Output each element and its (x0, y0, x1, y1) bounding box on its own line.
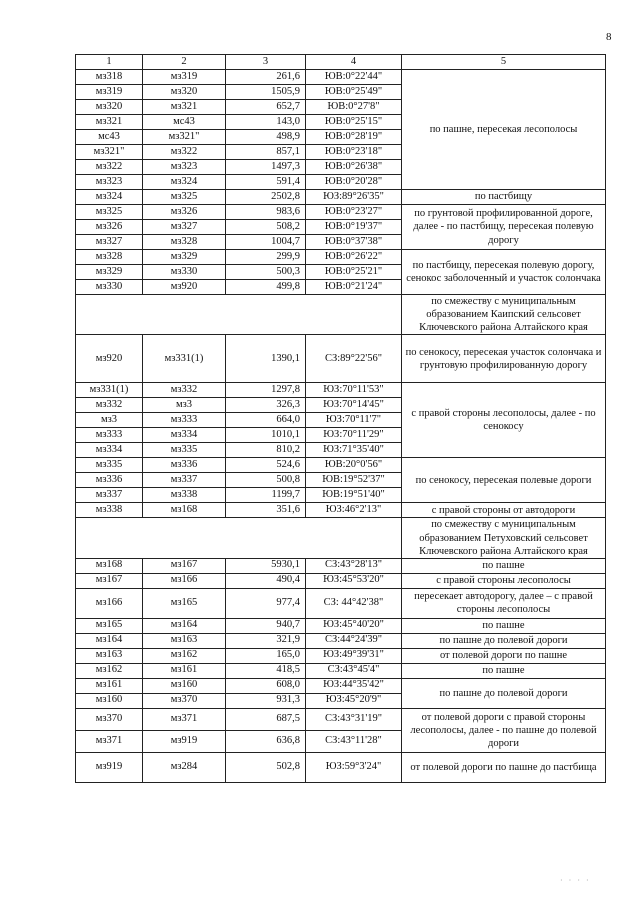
bearing: ЮВ:0°23'18" (306, 145, 402, 160)
from-point: мз162 (76, 663, 143, 678)
from-point: мз321 (76, 115, 143, 130)
bearing: ЮЗ:45°40'20" (306, 618, 402, 633)
from-point: мз370 (76, 708, 143, 730)
description: от полевой дороги по пашне (402, 648, 606, 663)
length: 321,9 (226, 633, 306, 648)
to-point: мз161 (143, 663, 226, 678)
length: 351,6 (226, 503, 306, 518)
from-point: мз330 (76, 280, 143, 295)
bearing: ЮВ:0°23'27" (306, 205, 402, 220)
bearing: СЗ:43°11'28" (306, 730, 402, 752)
from-point: мз338 (76, 503, 143, 518)
length: 143,0 (226, 115, 306, 130)
length: 418,5 (226, 663, 306, 678)
length: 652,7 (226, 100, 306, 115)
from-point: мз333 (76, 428, 143, 443)
from-point: мз331(1) (76, 383, 143, 398)
length: 326,3 (226, 398, 306, 413)
bearing: СЗ:44°24'39" (306, 633, 402, 648)
length: 261,6 (226, 70, 306, 85)
bearing: ЮВ:20°0'56" (306, 458, 402, 473)
bearing: ЮВ:0°20'28" (306, 175, 402, 190)
description: по смежеству с муниципальным образованием Петуховский сельсовет Ключевского района Алтайского края (402, 518, 606, 558)
table-row (76, 588, 606, 618)
bearing: ЮВ:0°25'49" (306, 85, 402, 100)
to-point: мз325 (143, 190, 226, 205)
from-point: мз160 (76, 693, 143, 708)
bearing: ЮЗ:70°11'29" (306, 428, 402, 443)
to-point: мз162 (143, 648, 226, 663)
to-point: мз330 (143, 265, 226, 280)
description: по пастбищу (402, 190, 606, 205)
length: 636,8 (226, 730, 306, 752)
from-point: мз336 (76, 473, 143, 488)
length: 983,6 (226, 205, 306, 220)
description: пересекает автодорогу, далее – с правой стороны лесополосы (402, 588, 606, 618)
bearing: СЗ:43°28'13" (306, 558, 402, 573)
to-point: мс43 (143, 115, 226, 130)
table-row (76, 558, 606, 573)
to-point: мз919 (143, 730, 226, 752)
from-point: мз324 (76, 190, 143, 205)
boundary-note-row (76, 295, 606, 335)
to-point: мз336 (143, 458, 226, 473)
table-row (76, 70, 606, 85)
from-point: мз920 (76, 335, 143, 383)
to-point: мз920 (143, 280, 226, 295)
description: по пашне (402, 558, 606, 573)
from-point: мз329 (76, 265, 143, 280)
from-point: мз164 (76, 633, 143, 648)
bearing: ЮЗ:44°35'42" (306, 678, 402, 693)
length: 1199,7 (226, 488, 306, 503)
bearing: ЮВ:0°25'21" (306, 265, 402, 280)
bearing: ЮЗ:89°26'35" (306, 190, 402, 205)
bearing: СЗ:89°22'56" (306, 335, 402, 383)
length: 1297,8 (226, 383, 306, 398)
bearing: ЮВ:0°26'38" (306, 160, 402, 175)
table-row (76, 205, 606, 220)
from-point: мс43 (76, 130, 143, 145)
description: по смежеству с муниципальным образованием Каипский сельсовет Ключевского района Алтайского края (402, 295, 606, 335)
to-point: мз168 (143, 503, 226, 518)
to-point: мз164 (143, 618, 226, 633)
description: по пашне (402, 618, 606, 633)
header-col-5: 5 (402, 55, 606, 70)
to-point: мз333 (143, 413, 226, 428)
description: по пашне до полевой дороги (402, 678, 606, 708)
from-point: мз167 (76, 573, 143, 588)
description: с правой стороны лесополосы (402, 573, 606, 588)
bearing: ЮВ:0°19'37" (306, 220, 402, 235)
table-row (76, 503, 606, 518)
length: 499,8 (226, 280, 306, 295)
length: 299,9 (226, 250, 306, 265)
table-row (76, 633, 606, 648)
to-point: мз319 (143, 70, 226, 85)
from-point: мз919 (76, 752, 143, 782)
to-point: мз323 (143, 160, 226, 175)
bearing: ЮВ:0°25'15" (306, 115, 402, 130)
bearing: ЮВ:19°52'37" (306, 473, 402, 488)
length: 931,3 (226, 693, 306, 708)
table-row (76, 383, 606, 398)
from-point: мз320 (76, 100, 143, 115)
bearing: ЮВ:19°51'40" (306, 488, 402, 503)
to-point: мз165 (143, 588, 226, 618)
to-point: мз370 (143, 693, 226, 708)
table-row (76, 663, 606, 678)
length: 1004,7 (226, 235, 306, 250)
length: 498,9 (226, 130, 306, 145)
from-point: мз326 (76, 220, 143, 235)
table-row (76, 250, 606, 265)
table-row (76, 678, 606, 693)
from-point: мз319 (76, 85, 143, 100)
description: по грунтовой профилированной дороге, далее - по пастбищу, пересекая полевую дорогу (402, 205, 606, 250)
length: 490,4 (226, 573, 306, 588)
from-point: мз328 (76, 250, 143, 265)
from-point: мз318 (76, 70, 143, 85)
description: по пашне до полевой дороги (402, 633, 606, 648)
to-point: мз321 (143, 100, 226, 115)
bearing: ЮВ:0°21'24" (306, 280, 402, 295)
bearing: СЗ: 44°42'38" (306, 588, 402, 618)
bearing: ЮЗ:70°11'53" (306, 383, 402, 398)
to-point: мз332 (143, 383, 226, 398)
from-point: мз322 (76, 160, 143, 175)
bearing: ЮЗ:46°2'13" (306, 503, 402, 518)
length: 500,8 (226, 473, 306, 488)
length: 608,0 (226, 678, 306, 693)
description: по пастбищу, пересекая полевую дорогу, сенокос заболоченный и участок солончака (402, 250, 606, 295)
description: с правой стороны от автодороги (402, 503, 606, 518)
length: 810,2 (226, 443, 306, 458)
length: 940,7 (226, 618, 306, 633)
to-point: мз163 (143, 633, 226, 648)
from-point: мз165 (76, 618, 143, 633)
length: 591,4 (226, 175, 306, 190)
bearing: ЮЗ:70°11'7" (306, 413, 402, 428)
bearing: ЮЗ:45°53'20" (306, 573, 402, 588)
from-point: мз371 (76, 730, 143, 752)
to-point: мз331(1) (143, 335, 226, 383)
from-point: мз161 (76, 678, 143, 693)
length: 664,0 (226, 413, 306, 428)
from-point: мз332 (76, 398, 143, 413)
table-row (76, 190, 606, 205)
length: 502,8 (226, 752, 306, 782)
bearing: СЗ:43°31'19" (306, 708, 402, 730)
to-point: мз3 (143, 398, 226, 413)
length: 1010,1 (226, 428, 306, 443)
to-point: мз329 (143, 250, 226, 265)
table-row (76, 458, 606, 473)
from-point: мз321" (76, 145, 143, 160)
bearing: СЗ:43°45'4" (306, 663, 402, 678)
length: 857,1 (226, 145, 306, 160)
to-point: мз324 (143, 175, 226, 190)
from-point: мз335 (76, 458, 143, 473)
bearing: ЮВ:0°22'44" (306, 70, 402, 85)
description: от полевой дороги по пашне до пастбища (402, 752, 606, 782)
table-row (76, 708, 606, 730)
from-point: мз334 (76, 443, 143, 458)
header-col-1: 1 (76, 55, 143, 70)
footer-mark: · · · · (560, 876, 591, 885)
to-point: мз160 (143, 678, 226, 693)
to-point: мз371 (143, 708, 226, 730)
empty-cell (76, 518, 402, 558)
from-point: мз327 (76, 235, 143, 250)
header-col-4: 4 (306, 55, 402, 70)
length: 5930,1 (226, 558, 306, 573)
from-point: мз325 (76, 205, 143, 220)
length: 165,0 (226, 648, 306, 663)
to-point: мз334 (143, 428, 226, 443)
length: 500,3 (226, 265, 306, 280)
page-number: 8 (606, 31, 612, 43)
to-point: мз326 (143, 205, 226, 220)
table-row (76, 752, 606, 782)
to-point: мз167 (143, 558, 226, 573)
to-point: мз338 (143, 488, 226, 503)
bearing: ЮВ:0°26'22" (306, 250, 402, 265)
boundary-table (75, 54, 606, 783)
table-row (76, 335, 606, 383)
from-point: мз3 (76, 413, 143, 428)
table-row (76, 573, 606, 588)
from-point: мз323 (76, 175, 143, 190)
header-col-3: 3 (226, 55, 306, 70)
to-point: мз335 (143, 443, 226, 458)
bearing: ЮВ:0°27'8" (306, 100, 402, 115)
from-point: мз163 (76, 648, 143, 663)
to-point: мз337 (143, 473, 226, 488)
description: по сенокосу, пересекая полевые дороги (402, 458, 606, 503)
length: 1505,9 (226, 85, 306, 100)
length: 1497,3 (226, 160, 306, 175)
from-point: мз166 (76, 588, 143, 618)
to-point: мз328 (143, 235, 226, 250)
description: по пашне, пересекая лесополосы (402, 70, 606, 190)
table-row (76, 648, 606, 663)
empty-cell (76, 295, 402, 335)
bearing: ЮЗ:70°14'45" (306, 398, 402, 413)
to-point: мз284 (143, 752, 226, 782)
description: от полевой дороги с правой стороны лесополосы, далее - по пашне до полевой дороги (402, 708, 606, 752)
table-row (76, 618, 606, 633)
to-point: мз166 (143, 573, 226, 588)
boundary-note-row (76, 518, 606, 558)
bearing: ЮВ:0°37'38" (306, 235, 402, 250)
bearing: ЮЗ:59°3'24" (306, 752, 402, 782)
bearing: ЮЗ:45°20'9" (306, 693, 402, 708)
to-point: мз320 (143, 85, 226, 100)
description: с правой стороны лесополосы, далее - по сенокосу (402, 383, 606, 458)
length: 977,4 (226, 588, 306, 618)
header-row (76, 55, 606, 70)
to-point: мз321" (143, 130, 226, 145)
bearing: ЮЗ:49°39'31" (306, 648, 402, 663)
length: 524,6 (226, 458, 306, 473)
from-point: мз337 (76, 488, 143, 503)
to-point: мз327 (143, 220, 226, 235)
length: 508,2 (226, 220, 306, 235)
header-col-2: 2 (143, 55, 226, 70)
description: по сенокосу, пересекая участок солончака и грунтовую профилированную дорогу (402, 335, 606, 383)
length: 687,5 (226, 708, 306, 730)
bearing: ЮВ:0°28'19" (306, 130, 402, 145)
length: 2502,8 (226, 190, 306, 205)
bearing: ЮЗ:71°35'40" (306, 443, 402, 458)
to-point: мз322 (143, 145, 226, 160)
from-point: мз168 (76, 558, 143, 573)
length: 1390,1 (226, 335, 306, 383)
description: по пашне (402, 663, 606, 678)
